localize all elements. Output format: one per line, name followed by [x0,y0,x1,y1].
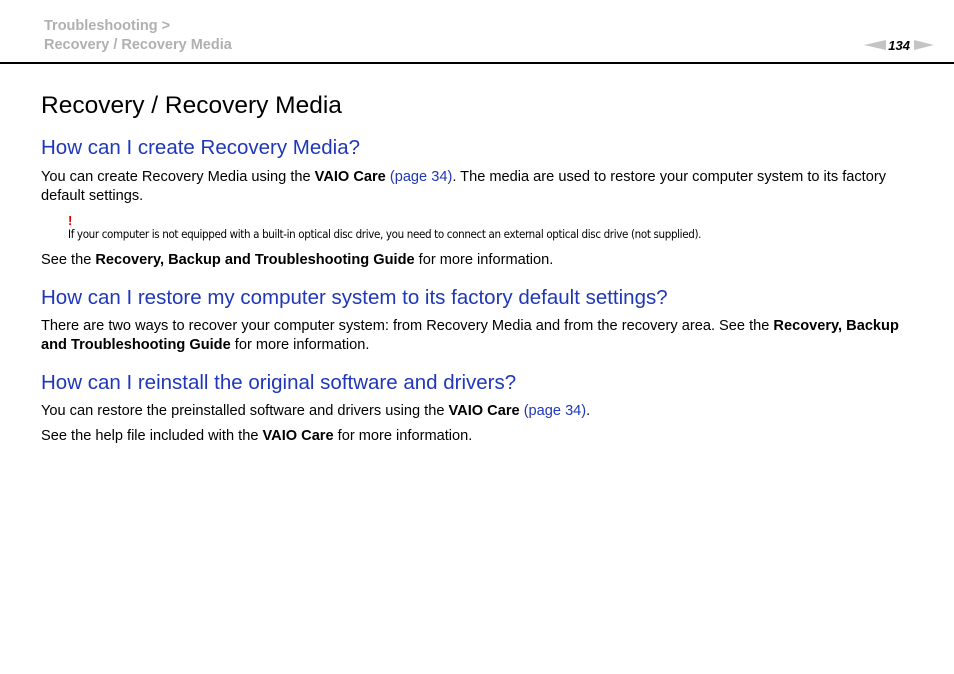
next-page-icon[interactable] [914,40,934,50]
text-run: for more information. [414,252,554,268]
text-run: for more information. [230,337,370,353]
main-content [41,90,921,446]
section-paragraph [41,251,921,270]
text-run: You can create Recovery Media using the [41,169,315,185]
breadcrumb-parent[interactable]: Troubleshooting > [44,18,171,34]
text-run: for more information. [333,428,473,444]
page-title: Recovery / Recovery Media [41,92,342,119]
section-heading-reinstall-software: How can I reinstall the original software and drivers? [41,371,517,394]
section-paragraph [41,427,921,446]
text-run: There are two ways to recover your computer system: from Recovery Media and from the recovery area. See the [41,318,774,334]
previous-page-icon[interactable] [864,40,886,50]
section-heading-create-media: How can I create Recovery Media? [41,136,361,159]
page-navigator [864,37,934,53]
text-run: . [586,403,591,419]
warning-icon: ! [68,213,73,228]
text-run: See the help file included with the [41,428,263,444]
guide-name: Recovery, Backup and Troubleshooting Guide [95,252,415,268]
breadcrumb-current[interactable]: Recovery / Recovery Media [44,37,232,53]
guide-name: Recovery, Backup and Troubleshooting Guide [41,318,899,353]
section-paragraph [41,317,921,355]
section-paragraph [41,168,921,206]
breadcrumb [44,17,232,55]
warning-note: If your computer is not equipped with a built-in optical disc drive, you need to connect an external optical disc drive (not supplied). [68,227,702,241]
product-name: VAIO Care [448,403,520,419]
page-number: 134 [888,37,910,53]
product-name: VAIO Care [314,169,386,185]
page-link[interactable]: (page 34) [389,169,453,185]
section-paragraph [41,402,921,421]
product-name: VAIO Care [262,428,334,444]
page-link[interactable]: (page 34) [523,403,587,419]
text-run: See the [41,252,96,268]
text-run: You can restore the preinstalled software and drivers using the [41,403,449,419]
page-header [0,0,954,64]
section-heading-restore-system: How can I restore my computer system to its factory default settings? [41,286,668,309]
text-run: . The media are used to restore your computer system to its factory default settings. [41,169,887,204]
